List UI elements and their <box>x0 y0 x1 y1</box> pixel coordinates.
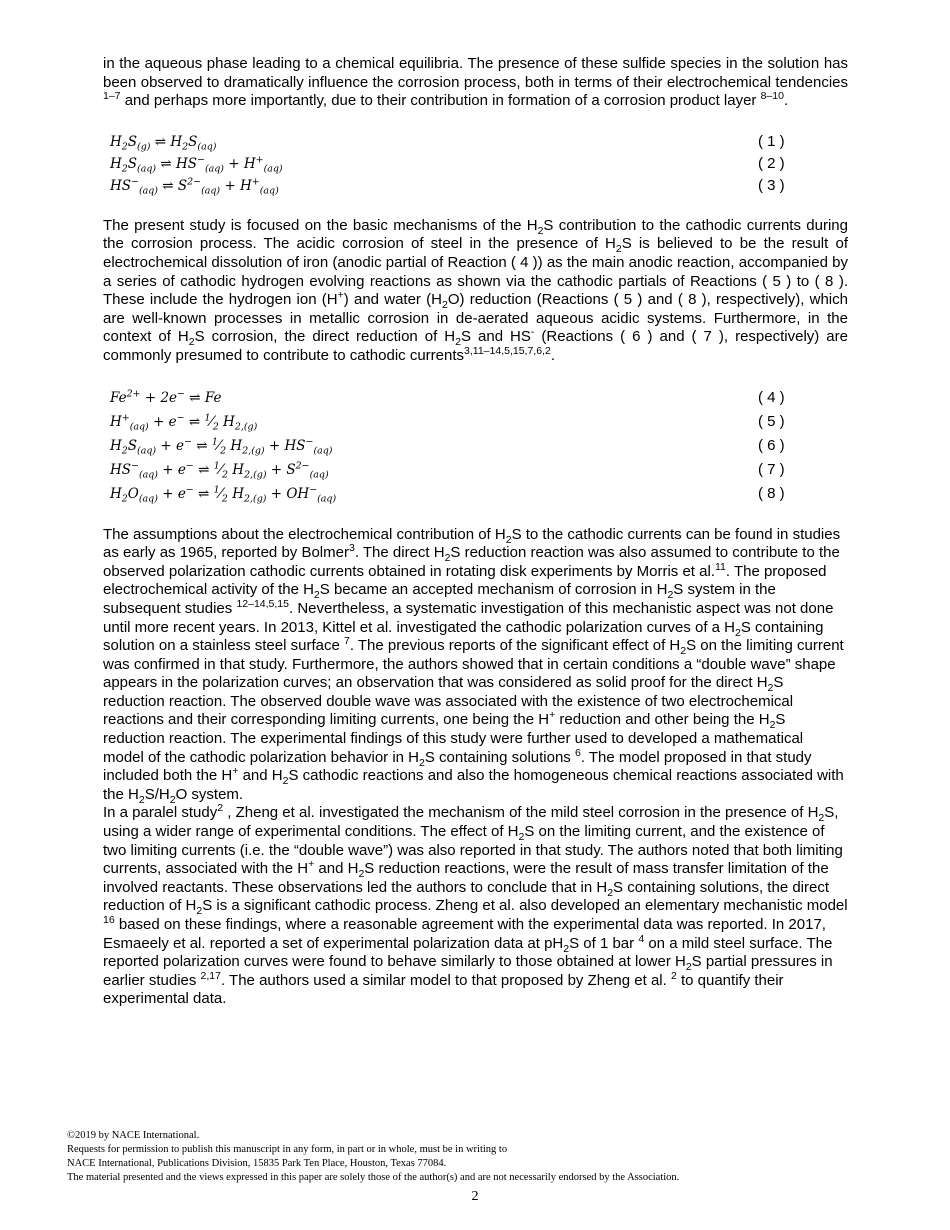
paragraph-zheng-study: In a paralel study$^2$ , Zheng et al. investigated the mechanism of the mild steel corrosion in the presence of $H_2S$, using a wider range of experimental conditions. The effect of $H_2S$ on the limiting current, and the existence of two limiting currents (i.e. the “double wave”) was also reported in that study. The authors noted that both limiting currents, associated with the H+ and $H_2S$ reduction reactions, were the result of mass transfer limitation of the involved reactants. These observations led the authors to conclude that in $H_2S$ containing solutions, the direct reduction of $H_2S$ is a significant cathodic process. Zheng et al. also developed an elementary mechanistic model $^{16}$ based on these findings, where a reasonable agreement with the experimental data was reported. In 2017, Esmaeely et al. reported a set of experimental polarization data at $pH_2S$ of 1 bar $^4$ on a mild steel surface. The reported polarization curves were found to behave similarly to those obtained at lower $H_2S$ partial pressures in earlier studies $^{2,17}$. The authors used a similar model to that proposed by Zheng et al. $^2$ to quantify their experimental data. <box>103 802 848 1008</box>
paragraph-assumptions: The assumptions about the electrochemical contribution of $H_2S$ to the cathodic currents can be found in studies as early as 1965, reported by Bolmer$^3$. The direct $H_2S$ reduction reaction was also assumed to contribute to the observed polarization cathodic currents obtained in rotating disk experiments by Morris et al.$^{11}$. The proposed electrochemical activity of the $H_2S$ became an accepted mechanism of corrosion in $H_2S$ system in the subsequent studies $^{12-14,5,15}$. Nevertheless, a systematic investigation of this mechanistic aspect was not done until more recent years. In 2013, Kittel et al. investigated the cathodic polarization curves of a $H_2S$ containing solution on a stainless steel surface $^7$. The previous reports of the significant effect of $H_2S$ on the limiting current was confirmed in that study. Furthermore, the authors showed that in certain conditions a “double wave” shape appears in the polarization curves; an observation that was considered as solid proof for the direct $H_2S$ reduction reaction. The observed double wave was associated with the existence of two electrochemical reactions and their corresponding limiting currents, one being the H+ reduction and other being the $H_2S$ reduction reaction. The experimental findings of this study were further used to developed a mathematical model of the cathodic polarization behavior in $H_2S$ containing solutions $^6$. The model proposed in that study included both the H+ and $H_2S$ cathodic reactions and also the homogeneous chemical reactions associated with the $H_2S/H_2O$ system. <box>103 525 844 806</box>
equation-2: $H_2S_{(aq)}$ ⇌ $HS^-_{(aq)} + H^+_{(aq)}$ ( 2 ) <box>110 154 785 175</box>
equation-number: ( 1 ) <box>758 132 785 150</box>
equation-number: ( 5 ) <box>758 412 785 430</box>
footer-disclaimer: The material presented and the views expressed in this paper are solely those of the author(s) and are not necessarily endorsed by the Association. <box>67 1172 680 1183</box>
page-content <box>103 55 848 1009</box>
equation-1: $H_2S_{(g)}$ ⇌ $H_2S_{(aq)}$ ( 1 ) <box>110 132 785 153</box>
copyright-footer <box>67 1129 679 1185</box>
equation-block-reactions <box>110 386 848 506</box>
equation-number: ( 6 ) <box>758 436 785 454</box>
equation-number: ( 3 ) <box>758 176 785 194</box>
equation-block-equilibria <box>110 131 848 197</box>
page-number: 2 <box>471 1189 479 1204</box>
equation-number: ( 7 ) <box>758 460 785 478</box>
paragraph-intro: in the aqueous phase leading to a chemical equilibria. The presence of these sulfide species in the solution has been observed to dramatically influence the corrosion process, both in terms of their electrochemical tendencies $^{1-7}$ and perhaps more importantly, due to their contribution in formation of a corrosion product layer $^{8-10}$. <box>103 55 848 110</box>
equation-8: $H_2O_{(aq)} + e^-$ ⇌ $^1⁄_2$ $H_{2,(g)} + OH^-_{(aq)}$ ( 8 ) <box>110 482 848 506</box>
equation-3: $HS^-_{(aq)}$ ⇌ $S^{2-}_{(aq)} + H^+_{(aq)}$ ( 3 ) <box>110 176 785 197</box>
equation-4: $Fe^{2+} + 2e^-$ ⇌ Fe ( 4 ) <box>110 386 848 410</box>
paragraph-study-focus: The present study is focused on the basic mechanisms of the $H_2S$ contribution to the cathodic currents during the corrosion process. The acidic corrosion of steel in the presence of $H_2S$ is believed to be the result of electrochemical dissolution of iron (anodic partial of Reaction ( 4 )) as the main anodic reaction, accompanied by a series of cathodic hydrogen evolving reactions as shown via the cathodic partials of Reactions ( 5 ) to ( 8 ). These include the hydrogen ion (H+) and water $(H_2O)$ reduction (Reactions ( 5 ) and ( 8 ), respectively), which are well-known processes in metallic corrosion in de-aerated aqueous acidic systems. Furthermore, in the context of $H_2S$ corrosion, the direct reduction of $H_2S$ and HS- (Reactions ( 6 ) and ( 7 ), respectively) are commonly presumed to contribute to cathodic currents$^{3,11-14,5,15,7,6,2}$. <box>103 216 849 364</box>
equation-5: $H^+_{(aq)} + e^-$ ⇌ $^1⁄_2$ $H_{2,(g)}$ ( 5 ) <box>110 410 848 434</box>
footer-copyright: ©2019 by NACE International. <box>67 1130 200 1141</box>
equation-number: ( 2 ) <box>758 154 785 172</box>
footer-address: NACE International, Publications Division, 15835 Park Ten Place, Houston, Texas 77084. <box>67 1158 447 1169</box>
equation-number: ( 4 ) <box>758 388 785 406</box>
equation-number: ( 8 ) <box>758 484 785 502</box>
footer-permission: Requests for permission to publish this manuscript in any form, in part or in whole, must be in writing to <box>67 1144 508 1155</box>
equation-7: $HS^-_{(aq)} + e^-$ ⇌ $^1⁄_2$ $H_{2,(g)} + S^{2-}_{(aq)}$ ( 7 ) <box>110 458 848 482</box>
equation-6: $H_2S_{(aq)} + e^-$ ⇌ $^1⁄_2$ $H_{2,(g)} + HS^-_{(aq)}$ ( 6 ) <box>110 434 848 458</box>
